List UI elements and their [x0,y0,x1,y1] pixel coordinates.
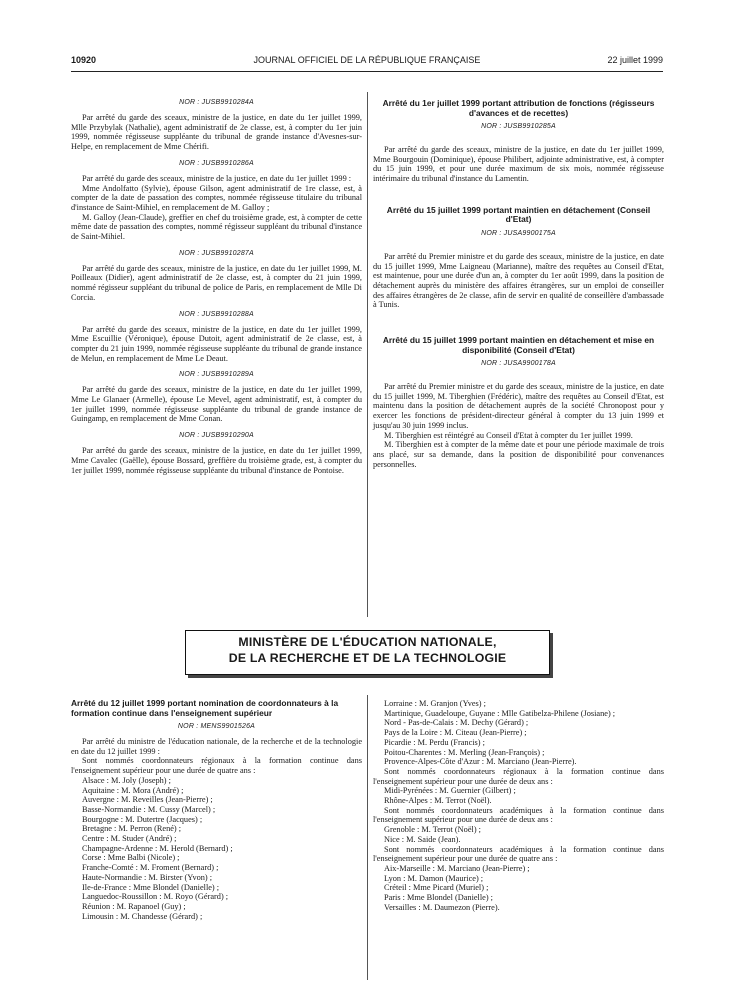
decree-paragraph: Par arrêté du Premier ministre et du garde des sceaux, ministre de la justice, en date du 15 juillet 1999, M. Tiberghien (Frédéric), maître des requêtes au Conseil d'Etat, est maintenu dans la position de détachement auprès de la société Chronopost pour y exercer les fonctions de président-directeur général à compter du 13 juin 1999 et jusqu'au 30 juin 1999 inclus. [373,382,664,430]
list-item: Rhône-Alpes : M. Terrot (Noël). [384,796,492,806]
list-item: Nice : M. Saide (Jean). [384,834,461,844]
ministry-line: MINISTÈRE DE L'ÉDUCATION NATIONALE, [238,635,497,649]
list-item: Provence-Alpes-Côte d'Azur : M. Marciano (Jean-Pierre). [384,757,577,767]
right-column-bottom [373,699,664,912]
nor-reference: NOR : MENS9901526A [177,723,256,730]
coordinator-list [373,699,664,767]
list-item: Alsace : M. Joly (Joseph) ; [82,775,171,785]
journal-title: JOURNAL OFFICIEL DE LA RÉPUBLIQUE FRANÇAISE [253,55,481,65]
right-column-top [373,99,664,469]
decree-paragraph: Par arrêté du garde des sceaux, ministre de la justice, en date du 1er juillet 1999, Mme Escuillie (Véronique), épouse Dutoit, agent administratif de 2e classe, est, à compter du 21 juin 1999, nommée régisseuse suppléante du tribunal de grande instance de Melun, en remplacement de Mme Le Deaut. [71,324,362,363]
nor-reference: NOR : JUSB9910289A [179,371,254,379]
list-item: Midi-Pyrénées : M. Guernier (Gilbert) ; [384,786,516,796]
list-item: Lorraine : M. Granjon (Yves) ; [384,699,486,708]
nor-reference: NOR : JUSA9900175A [481,229,556,237]
decree-paragraph: Sont nommés coordonnateurs académiques à la formation continue dans l'enseignement supérieur pour une durée de deux ans : [373,805,664,825]
decree-title: Arrêté du 1er juillet 1999 portant attribution de fonctions (régisseurs d'avances et de recettes) [382,98,655,118]
list-item: Picardie : M. Perdu (Francis) ; [384,737,485,747]
decree-paragraph: Sont nommés coordonnateurs académiques à la formation continue dans l'enseignement supérieur pour une durée de quatre ans : [373,844,664,864]
list-item: Paris : Mme Blondel (Danielle) ; [384,893,493,903]
decree-paragraph: M. Galloy (Jean-Claude), greffier en chef du troisième grade, est, à compter de cette même date de passation des comptes, nommé régisseur suppléant du tribunal d'instance de Saint-Mihiel. [71,212,362,242]
decree-paragraph: Par arrêté du garde des sceaux, ministre de la justice, en date du 1er juillet 1999, M. Poilleaux (Didier), agent administratif de 2e classe, est, à compter du 21 juin 1999, nommé régisseur suppléant du tribunal de police de Paris, en remplacement de Mlle Di Corcia. [71,263,362,302]
decree-paragraph: Par arrêté du garde des sceaux, ministre de la justice, en date du 1er juillet 1999 : [82,173,352,183]
decree-paragraph: M. Tiberghien est réintégré au Conseil d'Etat à compter du 1er juillet 1999. [384,430,633,440]
left-column-bottom [71,699,362,921]
list-item: Bretagne : M. Perron (René) ; [82,824,182,834]
page-header [71,55,663,69]
decree-paragraph: Par arrêté du garde des sceaux, ministre de la justice, en date du 1er juillet 1999, Mme Le Glanaer (Armelle), épouse Le Mevel, agent administratif, est, à compter du 1er juillet 1999, nommée régisseuse suppléante du tribunal de grande instance de Guingamp, en remplacement de Mme Conan. [71,385,362,424]
nor-reference: NOR : JUSB9910290A [179,432,254,440]
decree-title: Arrêté du 15 juillet 1999 portant maintien en détachement (Conseil d'Etat) [386,204,651,225]
nor-reference: NOR : JUSB9910285A [481,123,556,130]
list-item: Limousin : M. Chandesse (Gérard) ; [82,911,203,921]
decree-title: Arrêté du 15 juillet 1999 portant maintien en détachement et mise en disponibilité (Conseil d'Etat) [382,335,655,355]
issue-date: 22 juillet 1999 [607,55,663,65]
decree-title: Arrêté du 12 juillet 1999 portant nomination de coordonnateurs à la formation continue dans l'enseignement supérieur [71,698,339,718]
decree-paragraph: Mme Andolfatto (Sylvie), épouse Gilson, agent administratif de 1re classe, est, à compter de la date de passation des comptes, nommée régisseuse titulaire du tribunal d'instance de Saint-Mihiel, en remplacement de M. Galloy ; [71,183,362,212]
list-item: Aquitaine : M. Mora (André) ; [82,785,184,795]
decree-paragraph: Sont nommés coordonnateurs régionaux à la formation continue dans l'enseignement supérieur pour une durée de quatre ans : [71,756,362,776]
coordinator-list [71,776,362,922]
list-item: Corse : Mme Balbi (Nicole) ; [82,853,180,863]
decree-paragraph: Sont nommés coordonnateurs régionaux à la formation continue dans l'enseignement supérieur pour une durée de deux ans : [373,766,664,786]
list-item: Martinique, Guadeloupe, Guyane : Mlle Gatibelza-Philene (Josiane) ; [384,708,616,718]
nor-reference: NOR : JUSB9910284A [179,99,254,106]
coordinator-list [373,825,664,844]
ministry-line: DE LA RECHERCHE ET DE LA TECHNOLOGIE [228,651,507,665]
ministry-banner [185,630,550,675]
list-item: Réunion : M. Rapanoel (Guy) ; [82,901,186,911]
page-number: 10920 [71,55,97,65]
nor-reference: NOR : JUSB9910286A [179,159,254,167]
list-item: Versailles : M. Daumezon (Pierre). [384,902,500,912]
list-item: Nord - Pas-de-Calais : M. Dechy (Gérard) ; [384,718,529,728]
header-rule [71,71,663,72]
list-item: Centre : M. Studer (André) ; [82,834,177,844]
coordinator-list [373,786,664,805]
left-column-top [71,99,362,475]
list-item: Poitou-Charentes : M. Merling (Jean-François) ; [384,747,545,757]
list-item: Auvergne : M. Reveilles (Jean-Pierre) ; [82,795,213,805]
list-item: Languedoc-Roussillon : M. Royo (Gérard) ; [82,892,229,902]
coordinator-list [373,864,664,913]
decree-paragraph: Par arrêté du Premier ministre et du garde des sceaux, ministre de la justice, en date du 15 juillet 1999, Mme Laigneau (Marianne), maître des requêtes au Conseil d'Etat, est maintenue, pour une durée d'un an, à compter du 1er août 1999, dans la position de détachement auprès du ministère des affaires étrangères, sur un emploi de conseiller des affaires étrangères de 2e classe, afin de servir en qualité de conseillère d'ambassade à Tunis. [373,251,664,310]
list-item: Bourgogne : M. Dutertre (Jacques) ; [82,814,203,824]
decree-paragraph: Par arrêté du garde des sceaux, ministre de la justice, en date du 1er juillet 1999, Mme Cavalec (Gaëlle), épouse Bossard, greffière du troisième grade, est, à compter du 1er juillet 1999, nommée régisseuse suppléante du tribunal d'instance de Pontoise. [71,446,362,475]
decree-paragraph: Par arrêté du garde des sceaux, ministre de la justice, en date du 1er juillet 1999, Mlle Przybylak (Nathalie), agent administratif de 2e classe, est, à compter du 1er juin 1999, nommée régisseuse suppléante du tribunal de grande instance d'Avesnes-sur-Helpe, en remplacement de Mme Chérifi. [71,113,362,152]
column-separator [367,92,368,617]
list-item: Haute-Normandie : M. Birster (Yvon) ; [82,872,213,882]
list-item: Franche-Comté : M. Froment (Bernard) ; [82,863,219,873]
nor-reference: NOR : JUSB9910287A [179,249,254,257]
list-item: Pays de la Loire : M. Citeau (Jean-Pierre) ; [384,728,527,738]
decree-paragraph: M. Tiberghien est à compter de la même date et pour une période maximale de trois ans placé, sur sa demande, dans la position de disponibilité pour convenances personnelles. [373,440,664,469]
list-item: Ile-de-France : Mme Blondel (Danielle) ; [82,882,220,892]
list-item: Champagne-Ardenne : M. Herold (Bernard) ; [82,843,233,853]
nor-reference: NOR : JUSA9900178A [481,360,556,368]
list-item: Lyon : M. Damon (Maurice) ; [384,873,484,883]
list-item: Aix-Marseille : M. Marciano (Jean-Pierre) ; [384,863,530,873]
column-separator [367,695,368,980]
list-item: Grenoble : M. Terrot (Noël) ; [384,825,481,835]
decree-paragraph: Par arrêté du garde des sceaux, ministre de la justice, en date du 1er juillet 1999, Mme Bourgouin (Dominique), épouse Philibert, adjointe administrative, est, à compter du 15 juin 1999, et pour une durée maximum de six mois, nommée régisseuse intérimaire du tribunal d'instance du Lamentin. [373,145,664,184]
decree-paragraph: Par arrêté du ministre de l'éducation nationale, de la recherche et de la technologie en date du 12 juillet 1999 : [71,737,362,756]
list-item: Créteil : Mme Picard (Muriel) ; [384,883,489,893]
nor-reference: NOR : JUSB9910288A [179,310,254,318]
list-item: Basse-Normandie : M. Cussy (Marcel) ; [82,804,216,814]
